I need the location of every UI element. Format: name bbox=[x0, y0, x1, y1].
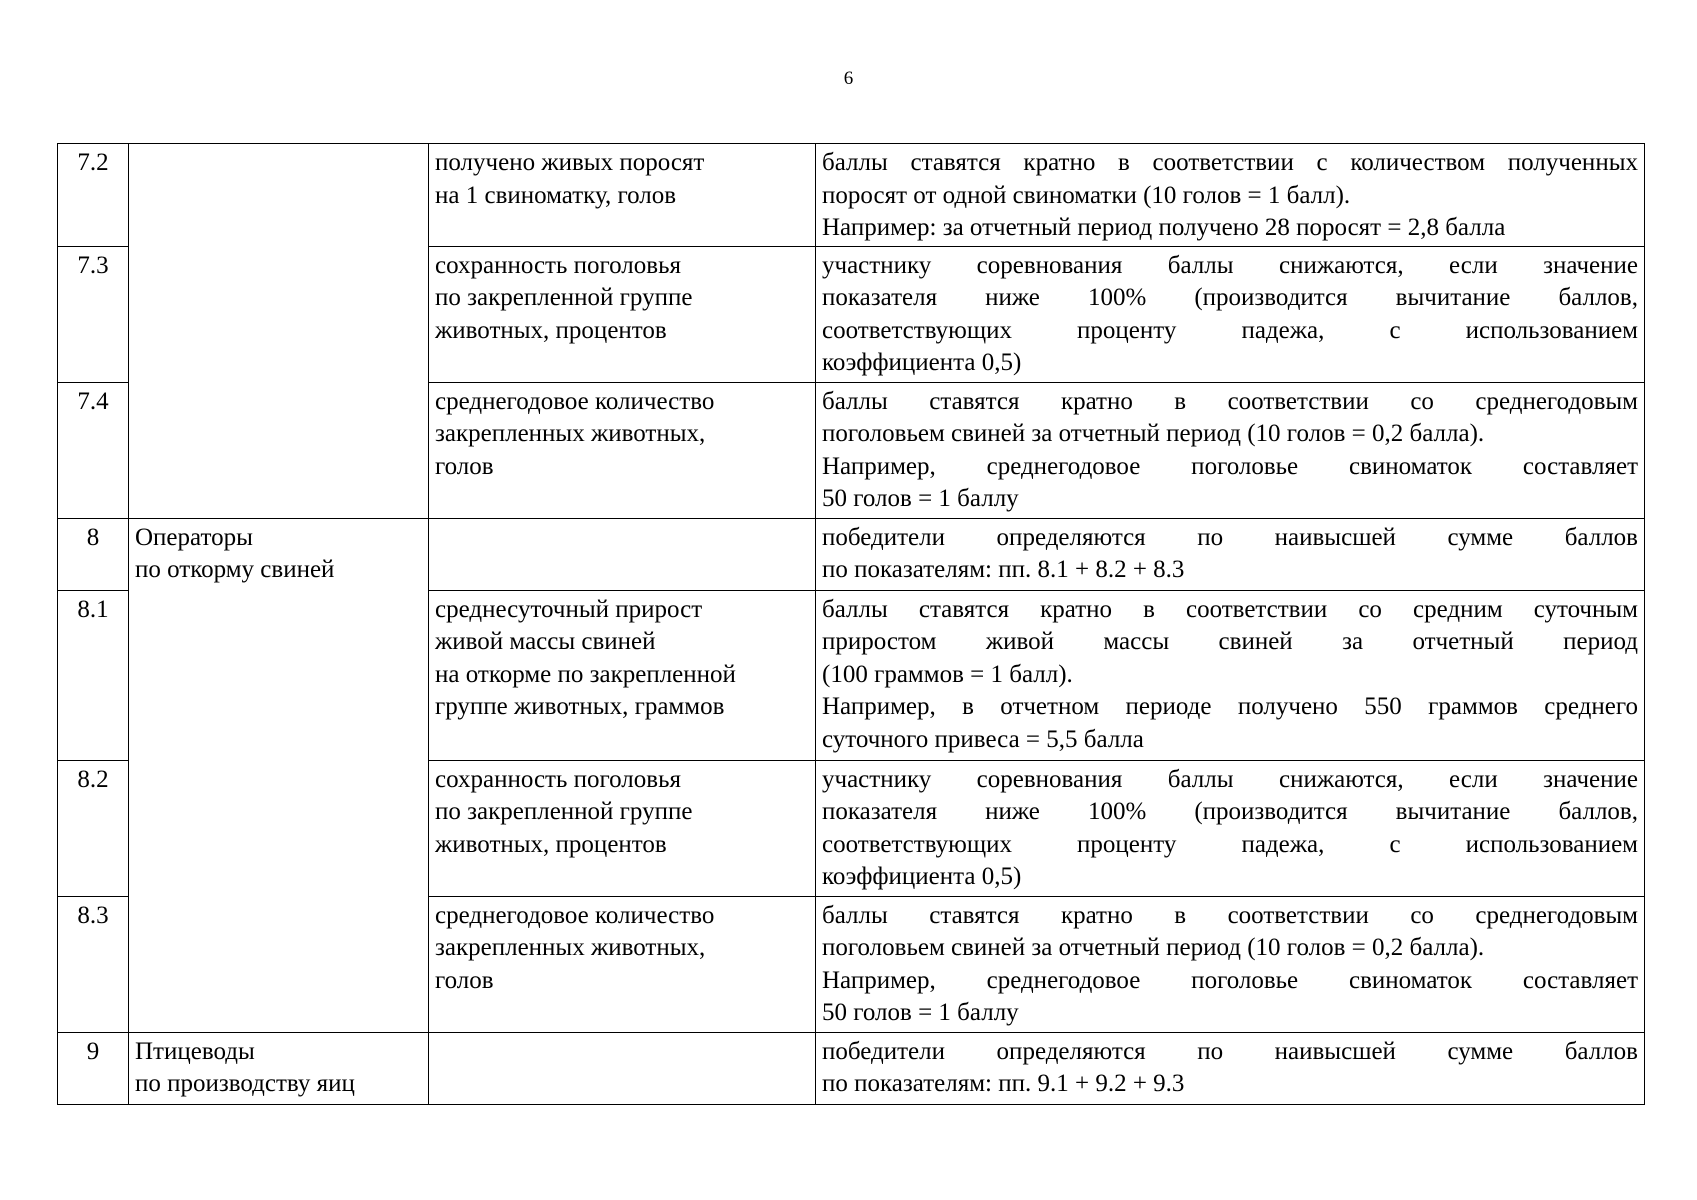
item-number: 8.3 bbox=[58, 896, 129, 1032]
rule-text-line: Например, в отчетном периоде получено 550 граммов среднего bbox=[822, 693, 1638, 720]
indicator-cell bbox=[429, 518, 816, 590]
scoring-rule-cell bbox=[816, 1032, 1645, 1104]
rule-text-line: Например, среднегодовое поголовье свиноматок составляет bbox=[822, 452, 1638, 480]
table-row bbox=[58, 1032, 1645, 1104]
rule-text-line: 50 голов = 1 баллу bbox=[822, 485, 1019, 512]
category-cell bbox=[129, 518, 429, 1032]
cell-text-line: по закрепленной группе bbox=[435, 798, 693, 825]
cell-text-line: по закрепленной группе bbox=[435, 284, 693, 311]
cell-text-line: животных, процентов bbox=[435, 830, 667, 858]
rule-text-line: победители определяются по наивысшей сумме баллов bbox=[822, 1037, 1638, 1065]
indicator-cell bbox=[429, 896, 816, 1032]
rule-text-line: баллы ставятся кратно в соответствии со среднегодовым bbox=[822, 387, 1638, 415]
rule-text-line: баллы ставятся кратно в соответствии с количеством полученных bbox=[822, 149, 1638, 176]
rule-text-line: по показателям: пп. 8.1 + 8.2 + 8.3 bbox=[822, 556, 1185, 583]
cell-text-line: закрепленных животных, bbox=[435, 934, 706, 961]
rule-text-line: поголовьем свиней за отчетный период (10 голов = 0,2 балла). bbox=[822, 934, 1485, 961]
scoring-rule-cell bbox=[816, 590, 1645, 760]
rule-text-line: (100 граммов = 1 балл). bbox=[822, 660, 1073, 688]
rule-text-line: поросят от одной свиноматки (10 голов = 1 балл). bbox=[822, 181, 1351, 209]
rule-text-line: поголовьем свиней за отчетный период (10 голов = 0,2 балла). bbox=[822, 420, 1485, 447]
rule-text-line: Например: за отчетный период получено 28 поросят = 2,8 балла bbox=[822, 214, 1506, 241]
cell-text-line: получено живых поросят bbox=[435, 149, 705, 176]
cell-text-line: сохранность поголовья bbox=[435, 251, 681, 279]
rule-text-line: суточного привеса = 5,5 балла bbox=[822, 725, 1144, 753]
cell-text-line: группе животных, граммов bbox=[435, 693, 725, 720]
cell-text-line: на откорме по закрепленной bbox=[435, 660, 736, 688]
cell-text-line: среднегодовое количество bbox=[435, 387, 715, 415]
rule-text-line: коэффициента 0,5) bbox=[822, 863, 1022, 890]
rule-text-line: баллы ставятся кратно в соответствии со среднегодовым bbox=[822, 901, 1638, 929]
rule-text-line: участнику соревнования баллы снижаются, если значение bbox=[822, 765, 1638, 793]
indicator-cell bbox=[429, 1032, 816, 1104]
scoring-rule-cell bbox=[816, 760, 1645, 896]
rule-text-line: по показателям: пп. 9.1 + 9.2 + 9.3 bbox=[822, 1070, 1185, 1097]
criteria-table bbox=[57, 143, 1645, 1105]
rule-text-line: Например, среднегодовое поголовье свиноматок составляет bbox=[822, 966, 1638, 994]
item-number: 8.2 bbox=[58, 760, 129, 896]
rule-text-line: 50 голов = 1 баллу bbox=[822, 999, 1019, 1026]
page-number: 6 bbox=[843, 68, 854, 89]
item-number: 8 bbox=[58, 518, 129, 590]
rule-text-line: победители определяются по наивысшей сумме баллов bbox=[822, 523, 1638, 551]
rule-text-line: коэффициента 0,5) bbox=[822, 349, 1022, 376]
table-row bbox=[58, 144, 1645, 247]
indicator-cell bbox=[429, 590, 816, 760]
category-cell bbox=[129, 1032, 429, 1104]
scoring-rule-cell bbox=[816, 246, 1645, 382]
cell-text-line: Операторы bbox=[135, 523, 253, 551]
indicator-cell bbox=[429, 382, 816, 518]
cell-text-line: среднегодовое количество bbox=[435, 901, 715, 929]
cell-text-line: сохранность поголовья bbox=[435, 765, 681, 793]
item-number: 7.4 bbox=[58, 382, 129, 518]
cell-text-line: по откорму свиней bbox=[135, 556, 335, 583]
cell-text-line: голов bbox=[435, 966, 494, 994]
indicator-cell bbox=[429, 144, 816, 247]
scoring-rule-cell bbox=[816, 518, 1645, 590]
item-number: 8.1 bbox=[58, 590, 129, 760]
indicator-cell bbox=[429, 760, 816, 896]
cell-text-line: закрепленных животных, bbox=[435, 420, 706, 447]
cell-text-line: животных, процентов bbox=[435, 316, 667, 344]
cell-text-line: голов bbox=[435, 452, 494, 480]
cell-text-line: на 1 свиноматку, голов bbox=[435, 181, 677, 209]
scoring-rule-cell bbox=[816, 144, 1645, 247]
scoring-rule-cell bbox=[816, 896, 1645, 1032]
cell-text-line: Птицеводы bbox=[135, 1037, 255, 1065]
cell-text-line: среднесуточный прирост bbox=[435, 595, 703, 623]
rule-text-line: показателя ниже 100% (производится вычитание баллов, bbox=[822, 798, 1638, 825]
item-number: 9 bbox=[58, 1032, 129, 1104]
rule-text-line: приростом живой массы свиней за отчетный период bbox=[822, 628, 1638, 655]
cell-text-line: живой массы свиней bbox=[435, 628, 656, 655]
rule-text-line: участнику соревнования баллы снижаются, если значение bbox=[822, 251, 1638, 279]
rule-text-line: показателя ниже 100% (производится вычитание баллов, bbox=[822, 284, 1638, 311]
rule-text-line: соответствующих проценту падежа, с использованием bbox=[822, 316, 1638, 344]
cell-text-line: по производству яиц bbox=[135, 1070, 355, 1097]
scoring-rule-cell bbox=[816, 382, 1645, 518]
table-row bbox=[58, 518, 1645, 590]
criteria-table-body bbox=[58, 144, 1645, 1105]
item-number: 7.3 bbox=[58, 246, 129, 382]
rule-text-line: баллы ставятся кратно в соответствии со средним суточным bbox=[822, 595, 1638, 623]
item-number: 7.2 bbox=[58, 144, 129, 247]
rule-text-line: соответствующих проценту падежа, с использованием bbox=[822, 830, 1638, 858]
category-cell bbox=[129, 144, 429, 519]
indicator-cell bbox=[429, 246, 816, 382]
